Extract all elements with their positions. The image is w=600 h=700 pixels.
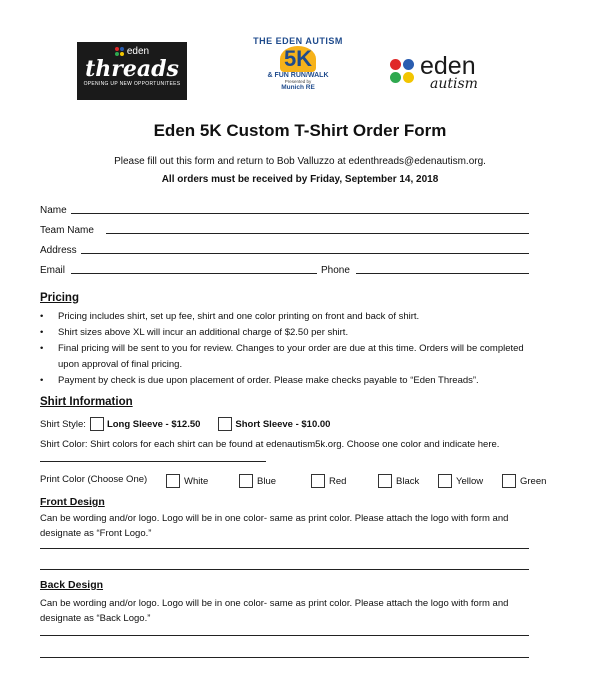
- print-color-option-label: Black: [396, 475, 420, 487]
- list-item: • Final pricing will be sent to you for review. Changes to your order are due at this time. Orders will be completed upon approval of final pricing.: [40, 341, 540, 373]
- print-color-option-label: Green: [520, 475, 547, 487]
- name-label: Name: [40, 205, 67, 216]
- email-input-line[interactable]: [71, 273, 317, 274]
- shirt-color-text: Shirt Color: Shirt colors for each shirt can be found at edenautism5k.org. Choose one color and indicate here.: [40, 439, 500, 450]
- print-color-option[interactable]: [311, 474, 346, 488]
- eden-autism-logo-line1: eden: [420, 52, 476, 80]
- five-k-logo-main: 5K: [283, 46, 313, 71]
- threads-logo-main: threads: [85, 56, 179, 82]
- pricing-list: [40, 309, 540, 389]
- five-k-logo-arc: THE EDEN AUTISM: [253, 36, 343, 46]
- long-sleeve-label: Long Sleeve - $12.50: [106, 418, 201, 430]
- front-design-line[interactable]: [40, 548, 529, 549]
- shirt-color-paragraph: [40, 437, 540, 467]
- name-input-line[interactable]: [71, 213, 529, 214]
- print-color-option[interactable]: [502, 474, 546, 488]
- print-color-option[interactable]: [438, 474, 483, 488]
- back-design-heading: Back Design: [40, 579, 104, 591]
- shirt-information-heading: Shirt Information: [40, 396, 133, 408]
- address-input-line[interactable]: [81, 253, 529, 254]
- long-sleeve-checkbox[interactable]: [90, 417, 104, 431]
- print-color-option-label: Blue: [257, 475, 277, 487]
- phone-label: Phone: [321, 265, 350, 276]
- name-field[interactable]: [40, 202, 529, 216]
- five-k-logo-presented: Presented by: [284, 79, 312, 84]
- team-name-input-line[interactable]: [106, 233, 529, 234]
- print-color-option[interactable]: [378, 474, 419, 488]
- shirt-color-input-line[interactable]: [40, 452, 266, 462]
- print-color-option-label: Yellow: [456, 475, 484, 487]
- eden-threads-logo: [77, 42, 187, 100]
- front-design-line[interactable]: [40, 569, 529, 570]
- print-color-label: Print Color (Choose One): [40, 474, 148, 485]
- back-design-line[interactable]: [40, 635, 529, 636]
- address-label: Address: [40, 245, 77, 256]
- team-name-field[interactable]: [40, 222, 529, 236]
- five-k-logo-sponsor: Munich RE: [281, 84, 315, 91]
- address-field[interactable]: [40, 242, 529, 256]
- threads-logo-eden: eden: [126, 46, 150, 57]
- eden-dots-icon: [115, 47, 124, 56]
- eden-dots-icon: [390, 59, 414, 83]
- black-checkbox[interactable]: [378, 474, 392, 488]
- eden-autism-logo: [390, 52, 515, 97]
- five-k-logo-sub: & FUN RUN/WALK: [267, 72, 329, 79]
- print-color-label-row: [40, 474, 147, 485]
- shirt-style-label: Shirt Style:: [40, 418, 86, 430]
- front-design-heading: Front Design: [40, 496, 105, 508]
- red-checkbox[interactable]: [311, 474, 325, 488]
- green-checkbox[interactable]: [502, 474, 516, 488]
- back-design-text: Can be wording and/or logo. Logo will be in one color- same as print color. Please attach the logo with form and designate as “Back Logo.”: [40, 598, 509, 624]
- print-color-option-label: White: [184, 475, 209, 487]
- print-color-option-label: Red: [329, 475, 347, 487]
- intro-text: Please fill out this form and return to Bob Valluzzo at edenthreads@edenautism.org.: [114, 156, 486, 167]
- team-name-label: Team Name: [40, 225, 94, 236]
- eden-5k-logo: [248, 36, 348, 111]
- white-checkbox[interactable]: [166, 474, 180, 488]
- threads-logo-tagline: OPENING UP NEW OPPORTUNITEES: [83, 81, 181, 87]
- print-color-option[interactable]: [166, 474, 208, 488]
- blue-checkbox[interactable]: [239, 474, 253, 488]
- back-design-line[interactable]: [40, 657, 529, 658]
- shirt-style-row: [40, 417, 330, 431]
- front-design-text: Can be wording and/or logo. Logo will be in one color- same as print color. Please attach the logo with form and designate as “Front Logo.”: [40, 513, 509, 539]
- phone-input-line[interactable]: [356, 273, 529, 274]
- email-phone-field[interactable]: [40, 262, 529, 276]
- list-item: • Pricing includes shirt, set up fee, shirt and one color printing on front and back of shirt.: [40, 309, 540, 325]
- email-label: Email: [40, 265, 66, 276]
- eden-autism-logo-line2: autism: [430, 76, 478, 92]
- short-sleeve-checkbox[interactable]: [218, 417, 232, 431]
- print-color-option[interactable]: [239, 474, 276, 488]
- short-sleeve-label: Short Sleeve - $10.00: [235, 418, 331, 430]
- list-item: • Shirt sizes above XL will incur an additional charge of $2.50 per shirt.: [40, 325, 540, 341]
- deadline-text: All orders must be received by Friday, September 14, 2018: [161, 174, 439, 185]
- page-title: Eden 5K Custom T-Shirt Order Form: [153, 121, 447, 140]
- list-item: • Payment by check is due upon placement of order. Please make checks payable to “Eden Threads”.: [40, 373, 540, 389]
- yellow-checkbox[interactable]: [438, 474, 452, 488]
- pricing-heading: Pricing: [40, 292, 79, 304]
